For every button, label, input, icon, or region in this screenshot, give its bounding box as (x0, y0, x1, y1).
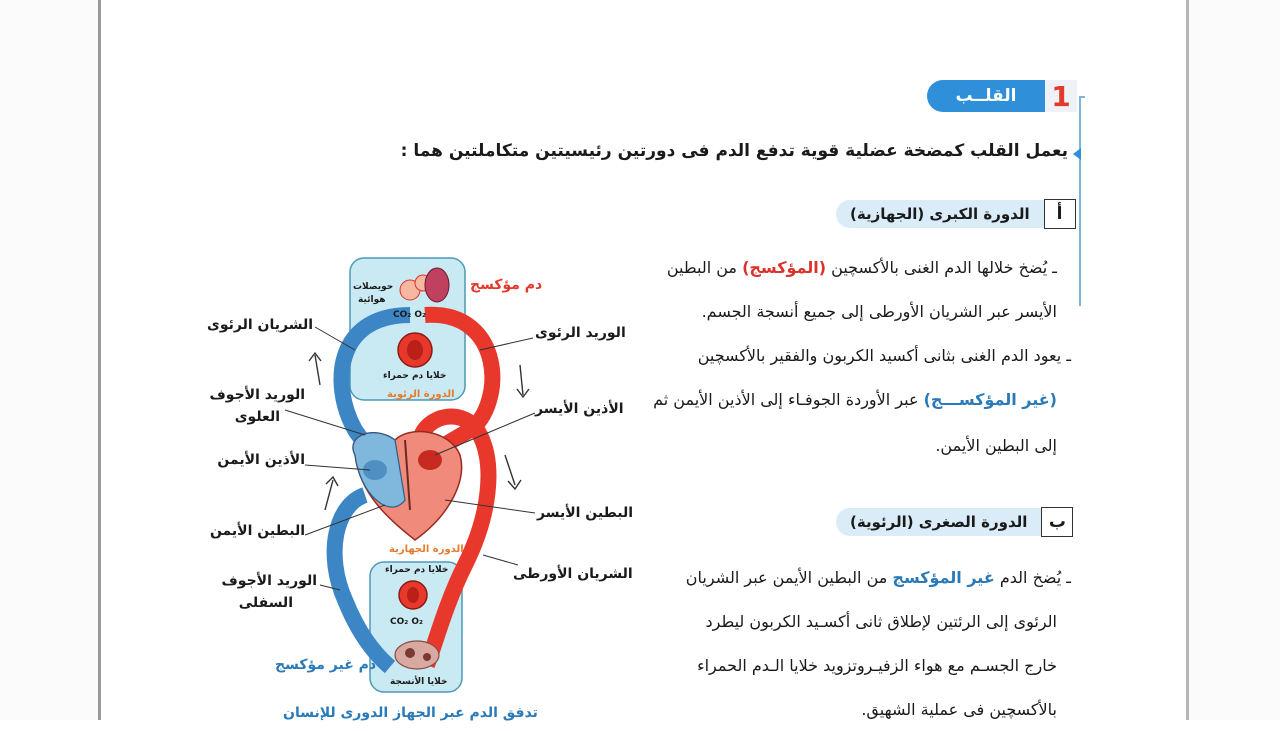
subsection-b-line1 (686, 556, 1071, 599)
label-red-cells-bottom: خلايا دم حمراء (385, 565, 449, 575)
label-pulmonary-artery: الشريان الرئوى (207, 317, 313, 333)
circulation-diagram (205, 255, 635, 720)
label-pulmonary-circuit: الدورة الرئوية (387, 389, 455, 400)
red-cell-top-center (407, 340, 423, 360)
diagram-caption: تدفق الدم عبر الجهاز الدورى للإنسان (283, 705, 538, 721)
subsection-b-line4: بالأكسچين فى عملية الشهيق. (861, 700, 1057, 719)
subsection-a-header (836, 200, 1076, 228)
text-span: من البطين الأيمن عبر الشريان (685, 568, 893, 587)
section-number: 1 (1045, 80, 1077, 112)
label-tissue-cells: خلايا الأنسجة (390, 677, 448, 687)
label-systemic-circuit: الدورة الجهازية (389, 544, 464, 555)
tissue-cell-nucleus (423, 653, 431, 661)
text-span: من البطين (666, 258, 743, 277)
tissue-cell-nucleus (405, 648, 415, 658)
label-aorta: الشريان الأورطى (513, 566, 633, 582)
section-rule (1079, 96, 1081, 306)
flow-arrow-icon (520, 365, 523, 395)
leader-line (483, 555, 518, 565)
subsection-a-letter: أ (1044, 199, 1076, 229)
left-atrium-shape (418, 450, 442, 470)
subsection-a-line5: إلى البطين الأيمن. (935, 436, 1057, 455)
label-superior-vena-cava-2: العلوى (234, 409, 280, 425)
text-span: ـ يُضخ الدم (994, 568, 1071, 587)
label-left-ventricle: البطين الأيسر (537, 505, 634, 521)
label-air-sacs-1: حويصلات (353, 282, 394, 292)
subsection-b-line2: الرئوى إلى الرئتين لإطلاق ثانى أكسـيد الكربون ليطرد (705, 612, 1057, 631)
label-inferior-vena-cava-1: الوريد الأجوف (221, 573, 317, 589)
subsection-a-line4 (653, 378, 1057, 421)
intro-bullet-icon (1073, 148, 1081, 160)
lung-capillary-shape (425, 268, 449, 302)
label-oxygenated-blood: دم مؤكسج (470, 277, 543, 293)
label-red-cells-top: خلايا دم حمراء (383, 371, 447, 381)
subsection-a-line2: الأيسر عبر الشريان الأورطى إلى جميع أنسجة الجسم. (701, 302, 1057, 321)
oxygenated-term: (المؤكسج) (742, 258, 827, 277)
subsection-a-line3: ـ يعود الدم الغنى بثانى أكسيد الكربون والفقير بالأكسچين (697, 346, 1071, 365)
section-title: القلــب (927, 80, 1045, 112)
label-co2-o2-top: CO₂ O₂ (393, 310, 426, 320)
red-cell-bottom-center (407, 587, 419, 603)
label-air-sacs-2: هوائية (358, 295, 386, 305)
label-pulmonary-vein: الوريد الرئوى (535, 325, 626, 341)
subsection-a-line1 (667, 246, 1057, 289)
page-edge-right (1186, 0, 1189, 720)
subsection-b-letter: ب (1041, 507, 1073, 537)
deoxygenated-term: غير المؤكسج (892, 568, 995, 587)
label-co2-o2-bottom: CO₂ O₂ (390, 617, 423, 627)
flow-arrow-icon (505, 455, 515, 485)
intro-text: يعمل القلب كمضخة عضلية قوية تدفع الدم فى دورتين رئيسيتين متكاملتين هما : (400, 141, 1068, 161)
text-span: ـ يُضخ خلالها الدم الغنى بالأكسچين (826, 258, 1057, 277)
subsection-b-header (836, 508, 1073, 536)
section-rule-tick (1079, 96, 1085, 98)
right-gutter (1188, 0, 1280, 720)
label-deoxygenated-blood: دم غير مؤكسج (275, 657, 377, 673)
label-right-atrium: الأذين الأيمن (217, 452, 305, 468)
flow-arrow-icon (325, 480, 333, 510)
label-right-ventricle: البطين الأيمن (209, 523, 305, 539)
tissue-cells-shape (395, 641, 439, 669)
deoxygenated-term: (غير المؤكســـج) (923, 390, 1057, 409)
label-inferior-vena-cava-2: السفلى (238, 595, 293, 611)
subsection-b-line3: خارج الجسـم مع هواء الزفيـروتزويد خلايا الـدم الحمراء (697, 656, 1057, 675)
subsection-b-title: الدورة الصغرى (الرئوية) (836, 508, 1041, 536)
subsection-a-title: الدورة الكبرى (الجهازية) (836, 200, 1044, 228)
text-span: عبر الأوردة الجوفـاء إلى الأذين الأيمن ثم (653, 390, 924, 409)
label-left-atrium: الأذين الأيسر (535, 401, 624, 417)
label-superior-vena-cava-1: الوريد الأجوف (209, 387, 305, 403)
left-gutter (0, 0, 98, 720)
